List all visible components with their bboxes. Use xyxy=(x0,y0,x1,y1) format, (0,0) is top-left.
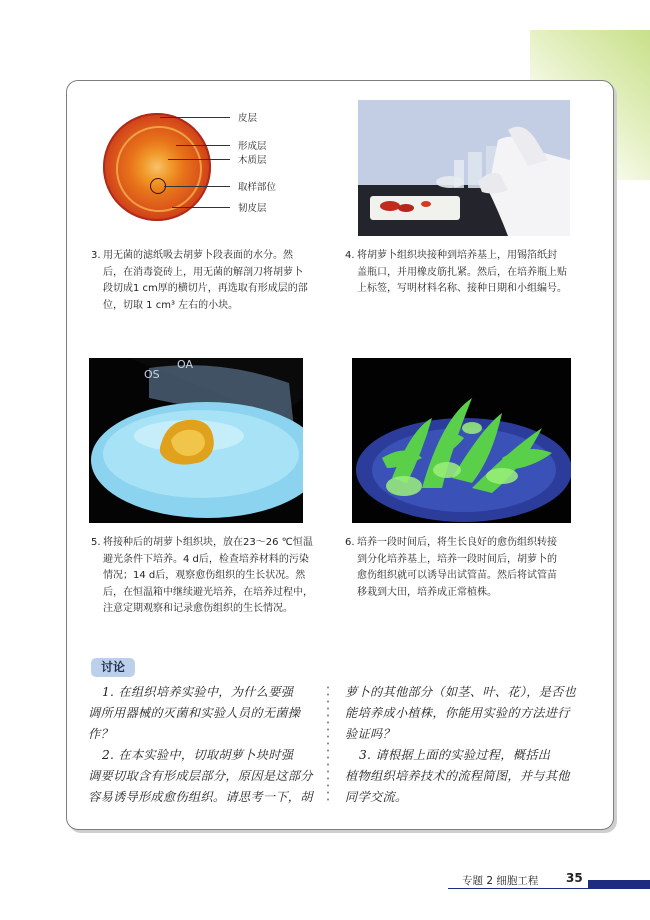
leader-line xyxy=(160,117,230,118)
step-line: 培养一段时间后，将生长良好的愈伤组织转接 xyxy=(357,537,557,548)
step-line: 将接种后的胡萝卜组织块，放在23～26 ℃恒温 xyxy=(103,537,313,548)
discussion-line: 3. 请根据上面的实验过程，概括出 xyxy=(359,748,551,762)
cambium-ring xyxy=(116,126,202,212)
step-line: 情况；14 d后，观察愈伤组织的生长状况。然 xyxy=(103,570,306,581)
footer-rule xyxy=(448,888,650,889)
step-line: 后，在恒温箱中继续避光培养，在培养过程中， xyxy=(103,586,313,598)
discussion-line: 调要切取含有形成层部分，原因是这部分 xyxy=(88,769,313,783)
step-line: 用无菌的滤纸吸去胡萝卜段表面的水分。然 xyxy=(103,250,293,261)
discussion-line: 能培养成小植株，你能用实验的方法进行 xyxy=(345,706,570,720)
label-sample-site: 取样部位 xyxy=(238,182,277,193)
discussion-line: 1. 在组织培养实验中，为什么要强 xyxy=(102,685,294,699)
step-line: 到分化培养基上，培养一段时间后，胡萝卜的 xyxy=(357,553,557,565)
label-cambium: 形成层 xyxy=(238,141,267,152)
leader-line xyxy=(168,159,230,160)
step-line: 移栽到大田，培养成正常植株。 xyxy=(357,586,497,598)
step-4 xyxy=(345,248,595,303)
photo-inoculation xyxy=(358,100,570,236)
step-3 xyxy=(91,248,331,318)
discussion-line: 2. 在本实验中，切取胡萝卜块时强 xyxy=(102,748,294,762)
step-5 xyxy=(91,535,331,621)
discussion-left-column xyxy=(88,682,320,808)
discussion-line: 调所用器械的灭菌和实验人员的无菌操 xyxy=(88,706,301,720)
step-line: 段切成1 cm厚的横切片，再选取有形成层的部 xyxy=(103,283,308,294)
discussion-line: 作？ xyxy=(88,727,113,741)
step-line: 愈伤组织就可以诱导出试管苗。然后将试管苗 xyxy=(357,570,557,581)
footer-chapter: 专题 2 细胞工程 xyxy=(462,875,539,887)
discussion-line: 容易诱导形成愈伤组织。请思考一下，胡 xyxy=(88,790,313,804)
discussion-line: 植物组织培养技术的流程简图，并与其他 xyxy=(345,769,570,783)
step-line: 盖瓶口，并用橡皮筋扎紧。然后，在培养瓶上贴 xyxy=(357,266,567,278)
discussion-tag: 讨论 xyxy=(91,658,135,677)
label-cortex: 皮层 xyxy=(238,113,258,124)
discussion-right-column xyxy=(345,682,585,808)
step-number: 6. xyxy=(345,537,355,548)
step-6 xyxy=(345,535,595,605)
footer-accent-bar xyxy=(588,880,650,888)
label-xylem: 木质层 xyxy=(238,155,267,166)
page-number: 35 xyxy=(566,871,583,885)
step-line: 位，切取 1 cm³ 左右的小块。 xyxy=(103,299,239,311)
flask-mark: OS xyxy=(144,368,160,381)
leader-line xyxy=(176,145,230,146)
step-line: 后，在消毒瓷砖上，用无菌的解剖刀将胡萝卜 xyxy=(103,266,303,278)
step-line: 避光条件下培养。4 d后，检查培养材料的污染 xyxy=(103,553,309,565)
flask-mark: OA xyxy=(177,358,193,371)
discussion-line: 萝卜的其他部分（如茎、叶、花），是否也 xyxy=(345,685,577,699)
step-number: 3. xyxy=(91,250,101,261)
discussion-line: 验证吗？ xyxy=(345,727,395,741)
leader-line xyxy=(172,207,230,208)
photo-callus-culture xyxy=(89,358,303,523)
label-phloem: 韧皮层 xyxy=(238,203,267,214)
step-line: 将胡萝卜组织块接种到培养基上，用锡箔纸封 xyxy=(357,250,557,261)
step-line: 注意定期观察和记录愈伤组织的生长情况。 xyxy=(103,603,293,614)
step-line: 上标签，写明材料名称、接种日期和小组编号。 xyxy=(357,283,567,294)
leader-line xyxy=(164,186,230,187)
photo-plantlets xyxy=(352,358,571,523)
column-divider xyxy=(327,684,329,802)
step-number: 5. xyxy=(91,537,101,548)
discussion-line: 同学交流。 xyxy=(345,790,408,804)
step-number: 4. xyxy=(345,250,355,261)
